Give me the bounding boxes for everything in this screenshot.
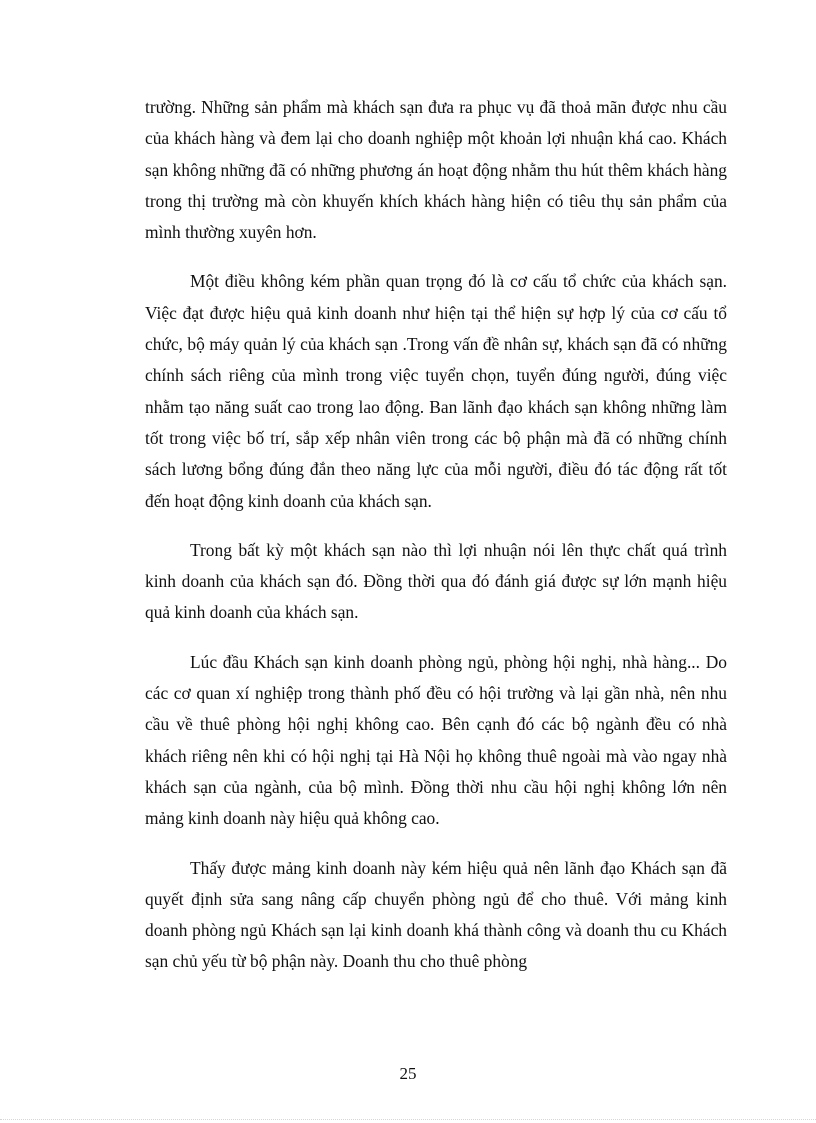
- page-bottom-divider: [0, 1119, 816, 1120]
- paragraph-organization-structure: Một điều không kém phần quan trọng đó là cơ cấu tổ chức của khách sạn. Việc đạt được hiệu quả kinh doanh như hiện tại thể hiện sự hợp lý của cơ cấu tổ chức, bộ máy quản lý của khách sạn .Trong vấn đề nhân sự, khách sạn đã có những chính sách riêng của mình trong việc tuyển chọn, tuyển đúng người, đúng việc nhằm tạo năng suất cao trong lao động. Ban lãnh đạo khách sạn không những làm tốt trong việc bố trí, sắp xếp nhân viên trong các bộ phận mà đã có những chính sách lương bổng đúng đắn theo năng lực của mỗi người, điều đó tác động rất tốt đến hoạt động kinh doanh của khách sạn.: [145, 271, 727, 511]
- page-body: [145, 92, 727, 978]
- paragraph-room-upgrade: Thấy được mảng kinh doanh này kém hiệu quả nên lãnh đạo Khách sạn đã quyết định sửa sang nâng cấp chuyển phòng ngủ để cho thuê. Với mảng kinh doanh phòng ngủ Khách sạn lại kinh doanh khá thành công và doanh thu cu Khách sạn chủ yếu từ bộ phận này. Doanh thu cho thuê phòng: [145, 857, 727, 972]
- paragraph-early-business: Lúc đầu Khách sạn kinh doanh phòng ngủ, phòng hội nghị, nhà hàng... Do các cơ quan xí nghiệp trong thành phố đều có hội trường và lại gần nhà, nên nhu cầu về thuê phòng hội nghị không cao. Bên cạnh đó các bộ ngành đều có nhà khách riêng nên khi có hội nghị tại Hà Nội họ không thuê ngoài mà vào ngay nhà khách sạn của ngành, của bộ mình. Đồng thời nhu cầu hội nghị không lớn nên mảng kinh doanh này hiệu quả không cao.: [145, 651, 727, 829]
- paragraph-continued: trường. Những sản phẩm mà khách sạn đưa ra phục vụ đã thoả mãn được nhu cầu của khách hàng và đem lại cho doanh nghiệp một khoản lợi nhuận khá cao. Khách sạn không những đã có những phương án hoạt động nhằm thu hút thêm khách hàng trong thị trường mà còn khuyến khích khách hàng hiện có tiêu thụ sản phẩm của mình thường xuyên hơn.: [145, 97, 727, 243]
- page-number: 25: [399, 1064, 417, 1083]
- paragraph-profit: Trong bất kỳ một khách sạn nào thì lợi nhuận nói lên thực chất quá trình kinh doanh của khách sạn đó. Đồng thời qua đó đánh giá được sự lớn mạnh hiệu quả kinh doanh của khách sạn.: [145, 539, 727, 623]
